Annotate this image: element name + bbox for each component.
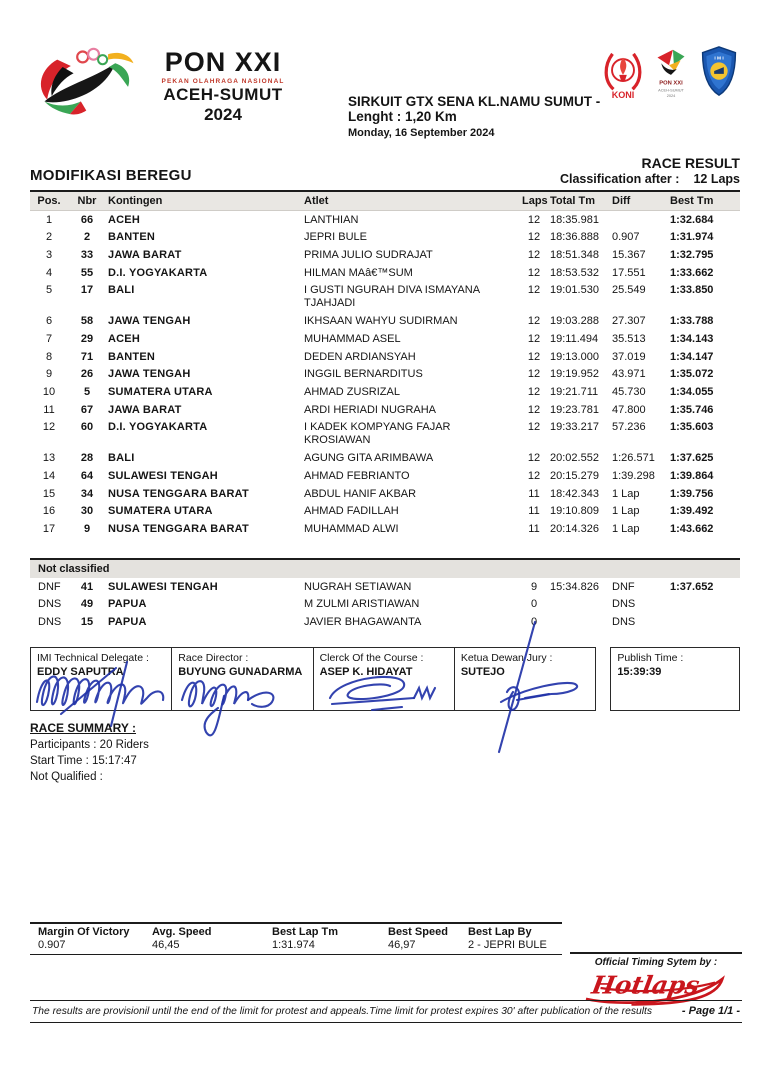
stat-label-margin: Margin Of Victory xyxy=(38,926,130,938)
table-row xyxy=(30,246,740,264)
cell-kontingen: D.I. YOGYAKARTA xyxy=(108,266,208,279)
cell-total: 18:42.343 xyxy=(550,487,599,500)
cell-diff: 15.367 xyxy=(612,248,646,261)
cell-diff: DNF xyxy=(612,580,635,593)
race-result-title: RACE RESULT xyxy=(641,155,740,171)
cell-nbr: 34 xyxy=(80,487,94,500)
organization-logos xyxy=(602,42,740,139)
table-row xyxy=(30,348,740,366)
cell-diff: 43.971 xyxy=(612,368,646,381)
cell-kontingen: ACEH xyxy=(108,332,140,345)
cell-diff: 1:39.298 xyxy=(612,469,655,482)
cell-best: 1:39.492 xyxy=(670,505,714,518)
cell-laps: 12 xyxy=(527,421,541,434)
cell-atlet: DEDEN ARDIANSYAH xyxy=(304,350,416,363)
publish-time-box xyxy=(610,647,740,711)
cell-diff: DNS xyxy=(612,598,636,611)
cell-laps: 12 xyxy=(527,284,541,297)
cell-total: 19:10.809 xyxy=(550,505,599,518)
cell-diff: DNS xyxy=(612,615,636,628)
cell-pos: 17 xyxy=(42,522,56,535)
cell-atlet: ARDI HERIADI NUGRAHA xyxy=(304,403,437,416)
cell-diff: 47.800 xyxy=(612,403,646,416)
stat-value-best-lap: 1:31.974 xyxy=(272,939,315,951)
official-role: Clerck Of the Course : xyxy=(319,652,424,665)
cell-atlet: I GUSTI NGURAH DIVA ISMAYANA TJAHJADI xyxy=(304,284,480,310)
stat-value-best-speed: 46,97 xyxy=(388,939,416,951)
cell-nbr: 30 xyxy=(80,505,94,518)
table-row xyxy=(30,485,740,503)
stat-value-margin: 0.907 xyxy=(38,939,66,951)
cell-kontingen: ACEH xyxy=(108,213,140,226)
cell-kontingen: JAWA BARAT xyxy=(108,403,182,416)
cell-best: 1:34.143 xyxy=(670,332,714,345)
circuit-name: SIRKUIT GTX SENA KL.NAMU SUMUT - Lenght : 1,20 Km xyxy=(348,94,601,124)
cell-nbr: 58 xyxy=(80,315,94,328)
cell-total: 19:33.217 xyxy=(550,421,599,434)
col-nbr: Nbr xyxy=(68,191,106,211)
cell-total: 20:02.552 xyxy=(550,452,599,465)
pon-logo-text xyxy=(148,42,298,139)
pon-region: ACEH-SUMUT xyxy=(163,84,283,104)
cell-pos: 6 xyxy=(45,315,53,328)
cell-total: 20:15.279 xyxy=(550,469,599,482)
publish-time-value: 15:39:39 xyxy=(617,666,662,679)
classification-line xyxy=(560,172,740,186)
cell-kontingen: PAPUA xyxy=(108,615,147,628)
cell-kontingen: BANTEN xyxy=(108,231,156,244)
stat-label-best-lap: Best Lap Tm xyxy=(272,926,339,938)
table-row xyxy=(30,578,740,596)
cell-diff: 0.907 xyxy=(612,231,640,244)
start-time-line: Start Time : 15:17:47 xyxy=(30,755,137,768)
table-row xyxy=(30,467,740,485)
col-diff: Diff xyxy=(610,191,668,211)
cell-atlet: ABDUL HANIF AKBAR xyxy=(304,487,417,500)
cell-pos: 14 xyxy=(42,469,56,482)
cell-kontingen: PAPUA xyxy=(108,598,147,611)
cell-atlet: AHMAD FADILLAH xyxy=(304,505,399,518)
cell-total xyxy=(548,613,610,631)
cell-total: 19:19.952 xyxy=(550,368,599,381)
table-row xyxy=(30,613,740,631)
not-classified-section xyxy=(30,558,740,631)
cell-kontingen: BANTEN xyxy=(108,350,156,363)
cell-pos: 1 xyxy=(45,213,53,226)
cell-kontingen: JAWA BARAT xyxy=(108,248,182,261)
pon-xxi-small-logo-icon xyxy=(650,44,692,100)
cell-laps: 12 xyxy=(527,266,541,279)
cell-pos: 5 xyxy=(45,284,53,297)
pon-logo-block xyxy=(30,42,340,139)
cell-diff: 27.307 xyxy=(612,315,646,328)
cell-atlet: MUHAMMAD ASEL xyxy=(304,332,401,345)
col-pos: Pos. xyxy=(30,191,68,211)
results-table xyxy=(30,190,740,538)
cell-atlet: MUHAMMAD ALWI xyxy=(304,522,399,535)
table-row xyxy=(30,282,740,313)
classification-label: Classification after : xyxy=(559,172,680,186)
cell-total: 19:03.288 xyxy=(550,315,599,328)
pon-xxi-bird-logo-icon xyxy=(30,42,148,130)
document-header xyxy=(0,0,768,139)
cell-atlet: JEPRI BULE xyxy=(304,231,367,244)
cell-total: 19:21.711 xyxy=(550,385,599,398)
cell-atlet: AHMAD ZUSRIZAL xyxy=(304,385,400,398)
cell-nbr: 9 xyxy=(83,522,91,535)
not-classified-title: Not classified xyxy=(30,558,740,578)
cell-kontingen: SUMATERA UTARA xyxy=(108,505,213,518)
official-box-clerk-of-course xyxy=(313,647,455,711)
cell-pos: DNS xyxy=(38,615,62,628)
imi-shield-logo-icon xyxy=(698,44,740,100)
cell-laps: 11 xyxy=(528,522,540,535)
pon-title: PON XXI xyxy=(164,47,282,77)
cell-diff: 25.549 xyxy=(612,284,646,297)
event-date: Monday, 16 September 2024 xyxy=(348,127,495,139)
table-row xyxy=(30,503,740,521)
cell-pos: 8 xyxy=(45,350,53,363)
cell-nbr: 29 xyxy=(80,332,94,345)
cell-diff: 57.236 xyxy=(612,421,646,434)
cell-laps: 12 xyxy=(527,452,541,465)
cell-laps: 9 xyxy=(530,580,538,593)
officials-row xyxy=(30,647,740,711)
table-row xyxy=(30,211,740,229)
cell-kontingen: SULAWESI TENGAH xyxy=(108,580,218,593)
cell-pos: 4 xyxy=(45,266,53,279)
table-row xyxy=(30,313,740,331)
cell-total: 15:34.826 xyxy=(550,580,599,593)
cell-nbr: 55 xyxy=(80,266,94,279)
cell-total: 19:11.494 xyxy=(550,332,599,345)
cell-pos: 13 xyxy=(42,452,56,465)
cell-pos: DNS xyxy=(38,598,62,611)
cell-atlet: HILMAN MAâ€™SUM xyxy=(304,266,413,279)
cell-pos: 15 xyxy=(42,487,56,500)
cell-laps: 12 xyxy=(527,350,541,363)
cell-nbr: 71 xyxy=(80,350,94,363)
table-row xyxy=(30,264,740,282)
cell-nbr: 2 xyxy=(83,231,91,244)
official-box-race-director xyxy=(171,647,313,711)
koni-logo-icon xyxy=(602,44,644,100)
cell-best: 1:34.055 xyxy=(670,385,714,398)
race-summary xyxy=(30,721,740,783)
table-row xyxy=(30,450,740,468)
cell-pos: 2 xyxy=(45,231,53,244)
stat-label-best-speed: Best Speed xyxy=(388,926,448,938)
pon-subtitle: PEKAN OLAHRAGA NASIONAL xyxy=(161,77,285,85)
cell-best: 1:43.662 xyxy=(670,522,714,535)
results-table-wrap xyxy=(30,190,740,538)
publish-time-label: Publish Time : xyxy=(617,652,684,665)
cell-diff: 35.513 xyxy=(612,332,646,345)
race-summary-title: RACE SUMMARY : xyxy=(30,721,137,736)
cell-nbr: 17 xyxy=(80,284,94,297)
svg-text:Hotlaps: Hotlaps xyxy=(589,970,702,1000)
cell-total xyxy=(548,596,610,614)
cell-best: 1:39.864 xyxy=(670,469,714,482)
cell-total: 19:01.530 xyxy=(550,284,599,297)
cell-best: 1:34.147 xyxy=(670,350,714,363)
cell-best: 1:35.603 xyxy=(670,421,714,434)
cell-kontingen: BALI xyxy=(108,452,135,465)
cell-diff: 17.551 xyxy=(612,266,646,279)
cell-laps: 12 xyxy=(527,332,541,345)
official-role: Race Director : xyxy=(178,652,249,665)
col-best: Best Tm xyxy=(668,191,740,211)
stat-value-avg-speed: 46,45 xyxy=(152,939,180,951)
page-number: - Page 1/1 - xyxy=(681,1005,740,1017)
table-row xyxy=(30,383,740,401)
timing-system-label: Official Timing Sytem by : xyxy=(594,957,718,968)
col-atlet: Atlet xyxy=(302,191,520,211)
cell-laps: 12 xyxy=(527,403,541,416)
cell-nbr: 26 xyxy=(80,368,94,381)
cell-atlet: INGGIL BERNARDITUS xyxy=(304,368,423,381)
cell-laps: 12 xyxy=(527,248,541,261)
table-row xyxy=(30,229,740,247)
stats-values xyxy=(30,938,562,951)
cell-pos: 16 xyxy=(42,505,56,518)
not-classified-table xyxy=(30,578,740,631)
cell-total: 20:14.326 xyxy=(550,522,599,535)
cell-atlet: LANTHIAN xyxy=(304,213,359,226)
cell-diff xyxy=(610,211,668,229)
table-row xyxy=(30,330,740,348)
event-name: MODIFIKASI BEREGU xyxy=(30,167,192,184)
cell-total: 18:35.981 xyxy=(550,213,599,226)
cell-kontingen: JAWA TENGAH xyxy=(108,315,191,328)
stats-labels xyxy=(30,926,562,938)
cell-laps: 11 xyxy=(528,487,540,500)
cell-best: 1:35.746 xyxy=(670,403,714,416)
cell-nbr: 5 xyxy=(83,385,91,398)
cell-laps: 12 xyxy=(527,315,541,328)
cell-nbr: 64 xyxy=(80,469,94,482)
stat-value-best-lap-by: 2 - JEPRI BULE xyxy=(468,939,547,951)
official-box-technical-delegate xyxy=(30,647,172,711)
cell-laps: 12 xyxy=(527,469,541,482)
cell-diff: 1 Lap xyxy=(612,505,640,518)
official-role: Ketua Dewan Jury : xyxy=(460,652,553,665)
cell-best: 1:33.662 xyxy=(670,266,714,279)
cell-nbr: 33 xyxy=(80,248,94,261)
col-kontingen: Kontingen xyxy=(106,191,302,211)
race-result-block xyxy=(560,155,740,186)
cell-nbr: 49 xyxy=(80,598,94,611)
official-name: SUTEJO xyxy=(460,666,505,679)
cell-nbr: 41 xyxy=(80,580,94,593)
cell-best: 1:33.850 xyxy=(670,284,714,297)
cell-kontingen: NUSA TENGGARA BARAT xyxy=(108,522,249,535)
svg-text:ACEH-SUMUT: ACEH-SUMUT xyxy=(658,88,684,93)
cell-laps: 12 xyxy=(527,213,541,226)
results-header-row xyxy=(30,191,740,211)
cell-laps: 0 xyxy=(530,598,538,611)
cell-best: 1:32.795 xyxy=(670,248,714,261)
cell-total: 18:36.888 xyxy=(550,231,599,244)
event-header xyxy=(340,42,602,139)
svg-text:PON XXI: PON XXI xyxy=(659,80,683,87)
cell-atlet: AGUNG GITA ARIMBAWA xyxy=(304,452,434,465)
cell-best xyxy=(668,613,740,631)
cell-pos: 10 xyxy=(42,385,56,398)
cell-pos: DNF xyxy=(38,580,61,593)
stat-label-avg-speed: Avg. Speed xyxy=(152,926,212,938)
table-row xyxy=(30,366,740,384)
table-row xyxy=(30,520,740,538)
cell-nbr: 15 xyxy=(80,615,94,628)
cell-diff: 37.019 xyxy=(612,350,646,363)
cell-diff: 1:26.571 xyxy=(612,452,655,465)
cell-atlet: NUGRAH SETIAWAN xyxy=(304,580,412,593)
cell-pos: 11 xyxy=(43,403,55,416)
cell-best: 1:37.625 xyxy=(670,452,714,465)
cell-laps: 11 xyxy=(528,505,540,518)
col-total: Total Tm xyxy=(548,191,610,211)
official-role: IMI Technical Delegate : xyxy=(37,652,149,665)
cell-diff: 1 Lap xyxy=(612,487,640,500)
cell-diff: 1 Lap xyxy=(612,522,640,535)
cell-pos: 9 xyxy=(45,368,53,381)
cell-total: 19:13.000 xyxy=(550,350,599,363)
cell-total: 19:23.781 xyxy=(550,403,599,416)
cell-laps: 12 xyxy=(527,385,541,398)
cell-nbr: 28 xyxy=(80,452,94,465)
col-laps: Laps xyxy=(520,191,548,211)
not-qualified-line: Not Qualified : xyxy=(30,771,103,784)
classification-laps: 12 Laps xyxy=(693,172,740,186)
cell-nbr: 66 xyxy=(80,213,94,226)
cell-nbr: 67 xyxy=(80,403,94,416)
cell-total: 18:53.532 xyxy=(550,266,599,279)
cell-laps: 0 xyxy=(530,615,538,628)
cell-kontingen: JAWA TENGAH xyxy=(108,368,191,381)
cell-best: 1:33.788 xyxy=(670,315,714,328)
cell-pos: 3 xyxy=(45,248,53,261)
cell-atlet: PRIMA JULIO SUDRAJAT xyxy=(304,248,433,261)
official-name: BUYUNG GUNADARMA xyxy=(178,666,303,679)
official-box-ketua-dewan-jury xyxy=(454,647,596,711)
cell-total: 18:51.348 xyxy=(550,248,599,261)
cell-kontingen: BALI xyxy=(108,284,135,297)
cell-best: 1:39.756 xyxy=(670,487,714,500)
cell-kontingen: SULAWESI TENGAH xyxy=(108,469,218,482)
table-row xyxy=(30,401,740,419)
cell-best xyxy=(668,596,740,614)
provisional-disclaimer: The results are provisionil until the end of the limit for protest and appeals.Time limit for protest expires 30' after publication of the results xyxy=(32,1005,652,1017)
official-name: EDDY SAPUTRA xyxy=(37,666,124,679)
cell-best: 1:32.684 xyxy=(670,213,714,226)
participants-line: Participants : 20 Riders xyxy=(30,739,149,752)
official-name: ASEP K. HIDAYAT xyxy=(319,666,413,679)
cell-pos: 7 xyxy=(45,332,53,345)
cell-atlet: JAVIER BHAGAWANTA xyxy=(304,615,422,628)
cell-nbr: 60 xyxy=(80,421,94,434)
pon-year: 2024 xyxy=(204,104,242,124)
cell-atlet: M ZULMI ARISTIAWAN xyxy=(304,598,420,611)
cell-best: 1:37.652 xyxy=(670,580,714,593)
cell-kontingen: NUSA TENGGARA BARAT xyxy=(108,487,249,500)
cell-laps: 12 xyxy=(527,231,541,244)
table-row xyxy=(30,419,740,450)
svg-text:2024: 2024 xyxy=(666,94,676,99)
table-row xyxy=(30,596,740,614)
cell-best: 1:35.072 xyxy=(670,368,714,381)
cell-kontingen: D.I. YOGYAKARTA xyxy=(108,421,208,434)
cell-atlet: I KADEK KOMPYANG FAJAR KROSIAWAN xyxy=(304,421,451,447)
cell-atlet: IKHSAAN WAHYU SUDIRMAN xyxy=(304,315,458,328)
cell-best: 1:31.974 xyxy=(670,231,714,244)
stat-label-best-lap-by: Best Lap By xyxy=(468,926,532,938)
race-stats-block xyxy=(30,922,562,955)
cell-atlet: AHMAD FEBRIANTO xyxy=(304,469,410,482)
svg-text:I M I: I M I xyxy=(714,56,724,62)
cell-diff: 45.730 xyxy=(612,385,646,398)
cell-pos: 12 xyxy=(42,421,56,434)
svg-text:KONI: KONI xyxy=(611,89,635,100)
cell-kontingen: SUMATERA UTARA xyxy=(108,385,213,398)
title-bar xyxy=(0,139,768,190)
footer xyxy=(30,1000,742,1023)
cell-laps: 12 xyxy=(527,368,541,381)
